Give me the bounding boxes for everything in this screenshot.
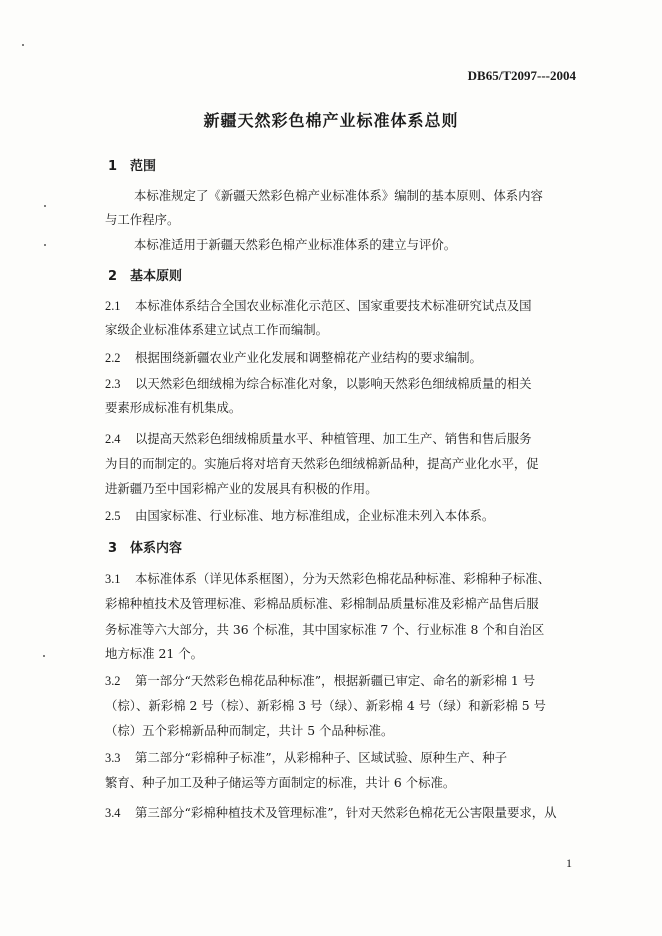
clause-line: 3.2 第一部分“天然彩色棉花品种标准”，根据新疆已审定、命名的新彩棉 1 号 bbox=[105, 673, 536, 688]
clause-line: 2.3 以天然彩色细绒棉为综合标准化对象，以影响天然彩色细绒棉质量的相关 bbox=[105, 376, 532, 391]
clause-line: 务标准等六大部分，共 36 个标准，其中国家标准 7 个、行业标准 8 个和自治区 bbox=[105, 622, 545, 637]
section-heading-2 bbox=[108, 265, 182, 284]
page-number: 1 bbox=[566, 856, 572, 870]
clause-line: 3.4 第三部分“彩棉种植技术及管理标准”，针对天然彩色棉花无公害限量要求，从 bbox=[105, 805, 557, 820]
clause-line: 家级企业标准体系建立试点工作而编制。 bbox=[105, 322, 329, 337]
clause-number: 2.3 bbox=[105, 377, 121, 391]
clause-line: 进新疆乃至中国彩棉产业的发展具有积极的作用。 bbox=[105, 481, 378, 496]
paragraph-line: 本标准规定了《新疆天然彩色棉产业标准体系》编制的基本原则、体系内容 bbox=[134, 188, 543, 203]
scan-speck bbox=[22, 44, 24, 46]
section-heading-1 bbox=[108, 155, 156, 174]
section-title: 基本原则 bbox=[130, 269, 183, 284]
scan-speck bbox=[44, 205, 46, 207]
clause-line: 2.1 本标准体系结合全国农业标准化示范区、国家重要技术标准研究试点及国 bbox=[105, 298, 532, 313]
clause-number: 3.3 bbox=[105, 751, 121, 765]
clause-number: 3.1 bbox=[105, 572, 121, 586]
clause-line: 2.4 以提高天然彩色细绒棉质量水平、种植管理、加工生产、销售和售后服务 bbox=[105, 431, 532, 446]
clause-line: （棕）、新彩棉 2 号（棕）、新彩棉 3 号（绿）、新彩棉 4 号（绿）和新彩棉 5 号 bbox=[105, 698, 546, 713]
scan-speck bbox=[44, 244, 46, 246]
document-title: 新疆天然彩色棉产业标准体系总则 bbox=[203, 111, 459, 130]
clause-line: 2.5 由国家标准、行业标准、地方标准组成，企业标准未列入本体系。 bbox=[105, 508, 495, 523]
section-number: 2 bbox=[108, 269, 118, 284]
paragraph-line: 与工作程序。 bbox=[105, 212, 180, 227]
clause-line: （棕）五个彩棉新品种而制定，共计 5 个品种标准。 bbox=[105, 723, 394, 738]
clause-number: 2.4 bbox=[105, 432, 121, 446]
section-heading-3 bbox=[108, 537, 182, 556]
section-number: 3 bbox=[108, 541, 118, 556]
clause-line: 彩棉种植技术及管理标准、彩棉品质标准、彩棉制品质量标准及彩棉产品售后服 bbox=[105, 596, 539, 611]
clause-line: 繁育、种子加工及种子储运等方面制定的标准，共计 6 个标准。 bbox=[105, 775, 456, 790]
section-title: 范围 bbox=[130, 159, 157, 174]
clause-number: 2.5 bbox=[105, 509, 121, 523]
clause-line: 地方标准 21 个。 bbox=[105, 646, 203, 661]
section-number: 1 bbox=[108, 159, 118, 174]
clause-number: 2.1 bbox=[105, 299, 121, 313]
clause-line: 3.3 第二部分“彩棉种子标准”，从彩棉种子、区域试验、原种生产、种子 bbox=[105, 750, 507, 765]
clause-line: 要素形成标准有机集成。 bbox=[105, 400, 242, 415]
clause-number: 2.2 bbox=[105, 351, 121, 365]
clause-number: 3.2 bbox=[105, 674, 121, 688]
scan-speck bbox=[43, 655, 45, 657]
paragraph-line: 本标准适用于新疆天然彩色棉产业标准体系的建立与评价。 bbox=[134, 237, 457, 252]
clause-line: 2.2 根据围绕新疆农业产业化发展和调整棉花产业结构的要求编制。 bbox=[105, 350, 482, 365]
clause-line: 为目的而制定的。实施后将对培育天然彩色细绒棉新品种，提高产业化水平，促 bbox=[105, 456, 539, 471]
section-title: 体系内容 bbox=[130, 541, 183, 556]
clause-line: 3.1 本标准体系（详见体系框图），分为天然彩色棉花品种标准、彩棉种子标准、 bbox=[105, 571, 551, 586]
clause-number: 3.4 bbox=[105, 806, 121, 820]
document-number: DB65/T2097---2004 bbox=[467, 68, 576, 83]
